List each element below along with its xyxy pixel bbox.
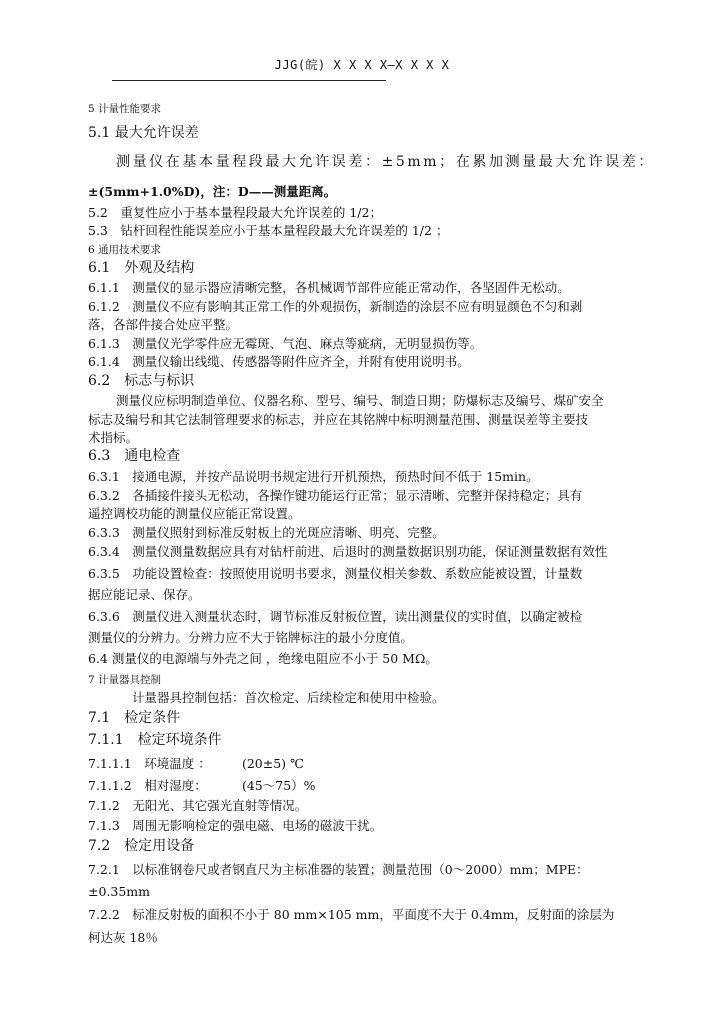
clause-6-3-5-line1: 6.3.5 功能设置检查：按照使用说明书要求，测量仪相关参数、系数应能被设置，计量数	[88, 566, 583, 581]
clause-5-2: 5.2 重复性应小于基本量程段最大允许误差的 1/2；	[88, 205, 382, 220]
clause-7-1-1-heading: 7.1.1 检定环境条件	[88, 732, 222, 748]
clause-7-1-heading: 7.1 检定条件	[88, 710, 181, 726]
clause-6-3-3: 6.3.3 测量仪照射到标准反射板上的光斑应清晰、明亮、完整。	[88, 525, 445, 540]
clause-6-3-4: 6.3.4 测量仪测量数据应具有对钻杆前进、后退时的测量数据识别功能，保证测量数据有效性	[88, 544, 608, 559]
section-7-intro: 计量器具控制包括：首次检定、后续检定和使用中检验。	[132, 690, 445, 705]
section-7-heading: 7 计量器具控制	[88, 674, 162, 686]
clause-7-2-1-line2: ±0.35mm	[88, 884, 151, 899]
clause-6-3-2-line2: 遥控调校功能的测量仪应能正常设置。	[88, 506, 301, 521]
clause-7-2-2-line1: 7.2.2 标准反射板的面积不小于 80 mm×105 mm，平面度不大于 0.4mm，反射面的涂层为	[88, 907, 615, 922]
clause-7-1-3: 7.1.3 周围无影响检定的强电磁、电场的磁波干扰。	[88, 818, 383, 833]
clause-6-1-1: 6.1.1 测量仪的显示器应清晰完整，各机械调节部件应能正常动作，各坚固件无松动。	[88, 280, 570, 295]
clause-7-1-1-2: 7.1.1.2 相对湿度： (45～75）%	[88, 778, 316, 793]
clause-5-1-text: 测量仪在基本量程段最大允许误差：±5mm；在累加测量最大允许误差：	[116, 154, 655, 170]
clause-6-4: 6.4 测量仪的电源端与外壳之间 ，绝缘电阻应不小于 50 MΩ。	[88, 651, 438, 666]
standard-code-header: JJG(皖) X X X X—X X X X	[274, 58, 450, 72]
section-6-heading: 6 通用技术要求	[88, 244, 162, 256]
clause-6-2-line1: 测量仪应标明制造单位、仪器名称、型号、编号、制造日期；防爆标志及编号、煤矿安全	[116, 393, 604, 408]
header-rule	[112, 80, 386, 81]
section-5-heading: 5 计量性能要求	[88, 103, 162, 115]
clause-6-2-line2: 标志及编号和其它法制管理要求的标志，并应在其铭牌中标明测量范围、测量误差等主要技	[88, 412, 589, 427]
clause-6-2-line3: 术指标。	[88, 430, 139, 445]
clause-6-3-heading: 6.3 通电检查	[88, 448, 181, 464]
clause-6-3-2-line1: 6.3.2 各插接件接头无松动，各操作键功能运行正常；显示清晰、完整并保持稳定；具有	[88, 488, 583, 503]
clause-6-3-6-line1: 6.3.6 测量仪进入测量状态时，调节标准反射板位置，读出测量仪的实时值，以确定被检	[88, 609, 583, 624]
clause-5-1-note: ±(5mm+1.0%D)，注：D——测量距离。	[88, 184, 337, 199]
clause-6-2-heading: 6.2 标志与标识	[88, 373, 195, 389]
clause-6-3-6-line2: 测量仪的分辨力。分辨力应不大于铭牌标注的最小分度值。	[88, 630, 414, 645]
clause-7-1-1-1: 7.1.1.1 环境温度 ： (20±5) ℃	[88, 756, 304, 771]
clause-6-1-4: 6.1.4 测量仪输出线缆、传感器等附件应齐全，并附有使用说明书。	[88, 354, 470, 369]
clause-6-1-2-line1: 6.1.2 测量仪不应有影响其正常工作的外观损伤，新制造的涂层不应有明显颜色不匀和剥	[88, 299, 583, 314]
clause-6-3-1: 6.3.1 接通电源，并按产品说明书规定进行开机预热，预热时间不低于 15min。	[88, 469, 539, 484]
clause-6-1-3: 6.1.3 测量仪光学零件应无霉斑、气泡、麻点等疵病，无明显损伤等。	[88, 336, 483, 351]
clause-5-3: 5.3 钻杆回程性能误差应小于基本量程段最大允许误差的 1/2 ；	[88, 223, 449, 238]
clause-5-1-heading: 5.1 最大允许误差	[88, 125, 199, 141]
clause-7-2-1-line1: 7.2.1 以标准钢卷尺或者钢直尺为主标准器的装置；测量范围（0～2000）mm；MPE：	[88, 862, 589, 877]
clause-6-1-2-line2: 落，各部件接合处应平整。	[88, 317, 239, 332]
clause-6-3-5-line2: 据应能记录、保存。	[88, 587, 201, 602]
clause-7-1-2: 7.1.2 无阳光、其它强光直射等情况。	[88, 798, 308, 813]
clause-7-2-2-line2: 柯达灰 18％	[88, 930, 158, 945]
clause-6-1-heading: 6.1 外观及结构	[88, 260, 195, 276]
clause-7-2-heading: 7.2 检定用设备	[88, 838, 195, 854]
